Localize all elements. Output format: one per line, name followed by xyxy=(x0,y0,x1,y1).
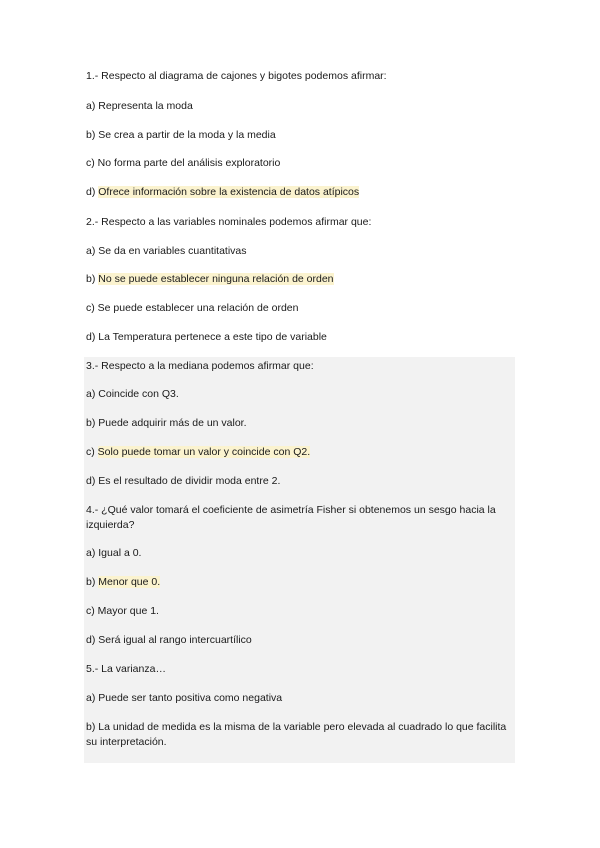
question-5-option-a: a) Puede ser tanto positiva como negativa xyxy=(86,692,283,704)
question-4-option-c: c) Mayor que 1. xyxy=(86,605,159,617)
question-2-option-d: d) La Temperatura pertenece a este tipo de variable xyxy=(86,331,327,343)
question-4-option-b: b) Menor que 0. xyxy=(86,576,161,588)
highlighted-answer: Menor que 0. xyxy=(98,576,161,588)
question-3-option-a: a) Coincide con Q3. xyxy=(86,388,179,400)
question-2-option-a: a) Se da en variables cuantitativas xyxy=(86,245,247,257)
question-1-option-a: a) Representa la moda xyxy=(86,100,193,112)
question-2-option-b: b) No se puede establecer ninguna relación de orden xyxy=(86,273,334,285)
highlighted-answer: No se puede establecer ninguna relación de orden xyxy=(98,273,334,285)
question-4-option-d: d) Será igual al rango intercuartílico xyxy=(86,634,252,646)
highlighted-answer: Ofrece información sobre la existencia de datos atípicos xyxy=(98,186,360,198)
question-1: 1.- Respecto al diagrama de cajones y bigotes podemos afirmar: xyxy=(86,70,387,82)
question-2: 2.- Respecto a las variables nominales podemos afirmar que: xyxy=(86,216,372,228)
question-3-option-c: c) Solo puede tomar un valor y coincide con Q2. xyxy=(86,446,311,458)
question-5: 5.- La varianza… xyxy=(86,663,166,675)
question-4-option-a: a) Igual a 0. xyxy=(86,547,142,559)
question-1-option-d: d) Ofrece información sobre la existencia de datos atípicos xyxy=(86,186,360,198)
question-4: 4.- ¿Qué valor tomará el coeficiente de asimetría Fisher si obtenemos un sesgo hacia la izquierda? xyxy=(86,504,496,531)
question-3-option-b: b) Puede adquirir más de un valor. xyxy=(86,417,247,429)
question-1-option-b: b) Se crea a partir de la moda y la media xyxy=(86,129,276,141)
question-3: 3.- Respecto a la mediana podemos afirmar que: xyxy=(86,360,314,372)
question-3-option-d: d) Es el resultado de dividir moda entre 2. xyxy=(86,475,281,487)
highlighted-answer: Solo puede tomar un valor y coincide con Q2. xyxy=(97,446,311,458)
question-2-option-c: c) Se puede establecer una relación de orden xyxy=(86,302,299,314)
question-5-option-b: b) La unidad de medida es la misma de la variable pero elevada al cuadrado lo que facilita su interpretación. xyxy=(86,721,507,748)
question-1-option-c: c) No forma parte del análisis exploratorio xyxy=(86,157,281,169)
